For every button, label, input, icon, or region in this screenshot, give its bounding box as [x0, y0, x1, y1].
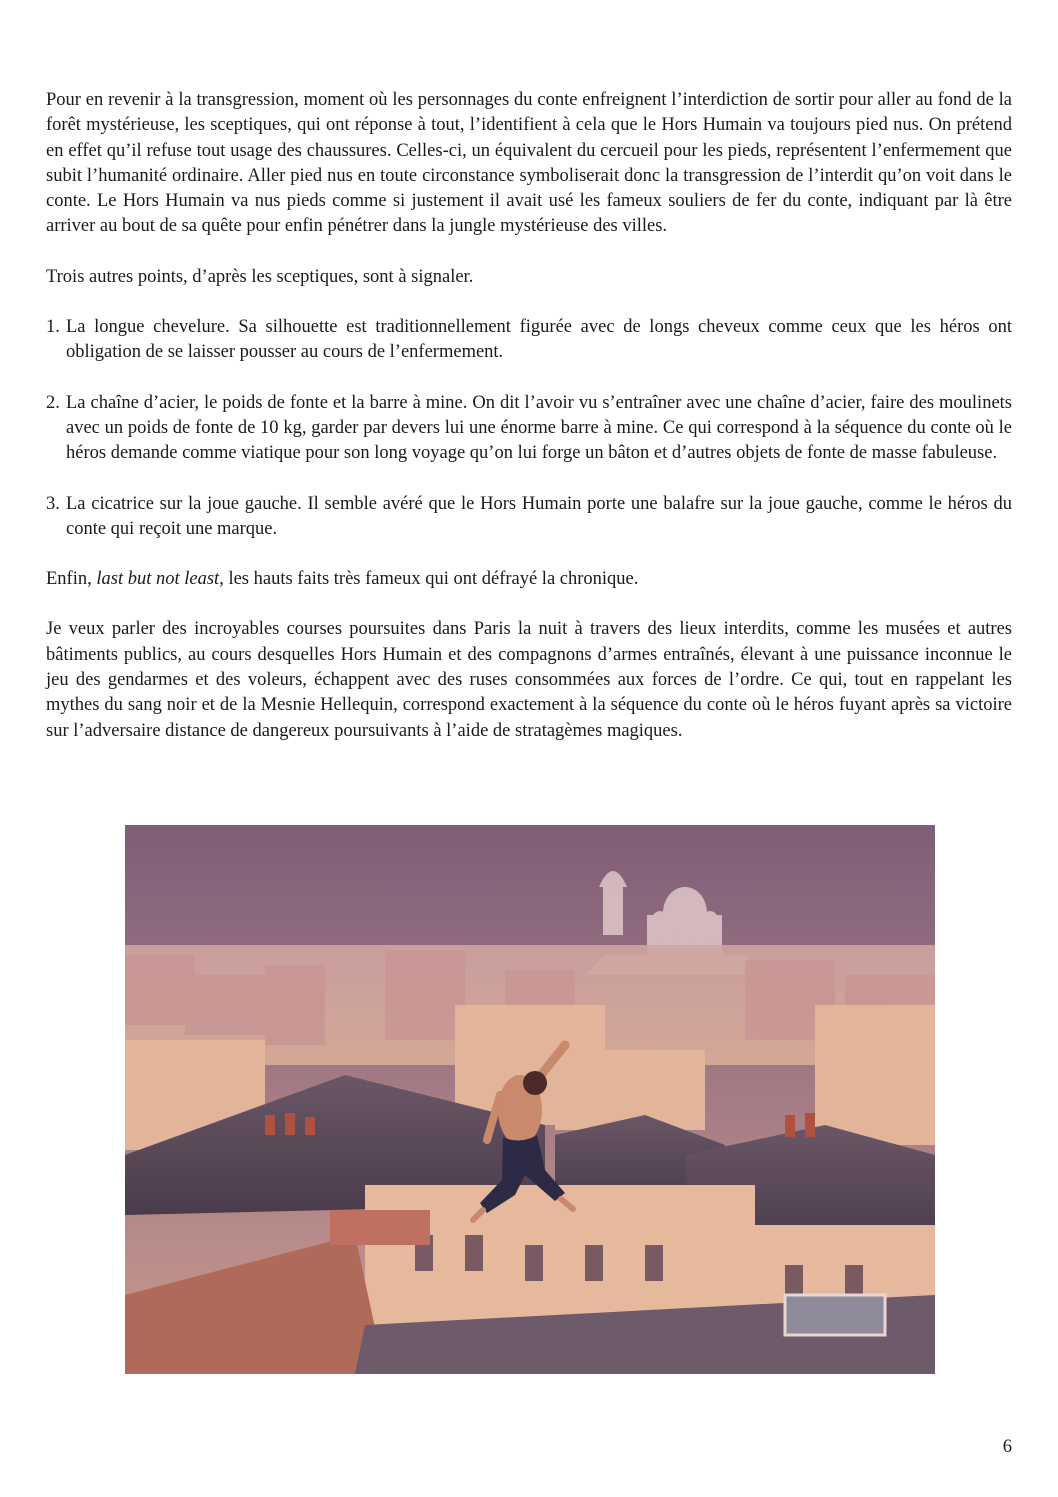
italic-phrase: last but not least	[96, 569, 220, 590]
list-text: La cicatrice sur la joue gauche. Il semble avéré que le Hors Humain porte une balafre sur la joue gauche, comme le héros du conte qui reçoit une marque.	[66, 493, 1012, 539]
rooftop-photo	[125, 825, 935, 1374]
paragraph-suffix: , les hauts faits très fameux qui ont défrayé la chronique.	[219, 569, 639, 590]
paragraph-prefix: Enfin,	[46, 569, 97, 590]
list-number: 2.	[46, 392, 60, 413]
list-text: La longue chevelure. Sa silhouette est traditionnellement figurée avec de longs cheveux comme ceux que les héros ont obligation de se laisser pousser au cours de l’enfermement.	[66, 317, 1012, 363]
list-item	[46, 391, 1012, 467]
paragraph-last-but-not-least	[46, 567, 1012, 592]
paragraph-three-points: Trois autres points, d’après les sceptiques, sont à signaler.	[46, 266, 474, 287]
list-item	[46, 315, 1012, 366]
list-number: 3.	[46, 493, 60, 514]
page-body	[46, 88, 1012, 744]
paragraph-pursuits: Je veux parler des incroyables courses poursuites dans Paris la nuit à travers des lieux interdits, comme les musées et autres bâtiments publics, au cours desquelles Hors Humain et des compagnons d’armes entraînés, élevant à une puissance inconnue le jeu des gendarmes et des voleurs, échappent avec des ruses consommées aux forces de l’ordre. Ce qui, tout en rappelant les mythes du sang noir et de la Mesnie Hellequin, correspond exactement à la séquence du conte où le héros fuyant après sa victoire sur l’adversaire distance de dangereux poursuivants à l’aide de stratagèmes magiques.	[46, 619, 1012, 741]
page-number: 6	[1002, 1437, 1012, 1457]
list-text: La chaîne d’acier, le poids de fonte et la barre à mine. On dit l’avoir vu s’entraîner avec une chaîne d’acier, faire des moulinets avec un poids de fonte de 10 kg, garder par devers lui une énorme barre à mine. Ce qui correspond à la séquence du conte où le héros demande comme viatique pour son long voyage qu’on lui forge un bâton et d’autres objets de fonte de masse fabuleuse.	[66, 392, 1012, 464]
paragraph-transgression: Pour en revenir à la transgression, moment où les personnages du conte enfreignent l’interdiction de sortir pour aller au fond de la forêt mystérieuse, les sceptiques, qui ont réponse à tout, l’identifient à cela que le Hors Humain va toujours pied nus. On prétend en effet qu’il refuse tout usage des chaussures. Celles-ci, un équivalent du cercueil pour les pieds, représentent l’enfermement que subit l’humanité ordinaire. Aller pied nus en toute circonstance symboliserait donc la transgression de l’interdit qu’on voit dans le conte. Le Hors Humain va nus pieds comme si justement il avait usé les fameux souliers de fer du conte, indiquant par là être arriver au bout de sa quête pour enfin pénétrer dans la jungle mystérieuse des villes.	[46, 90, 1012, 237]
list-number: 1.	[46, 317, 60, 338]
list-item	[46, 492, 1012, 543]
